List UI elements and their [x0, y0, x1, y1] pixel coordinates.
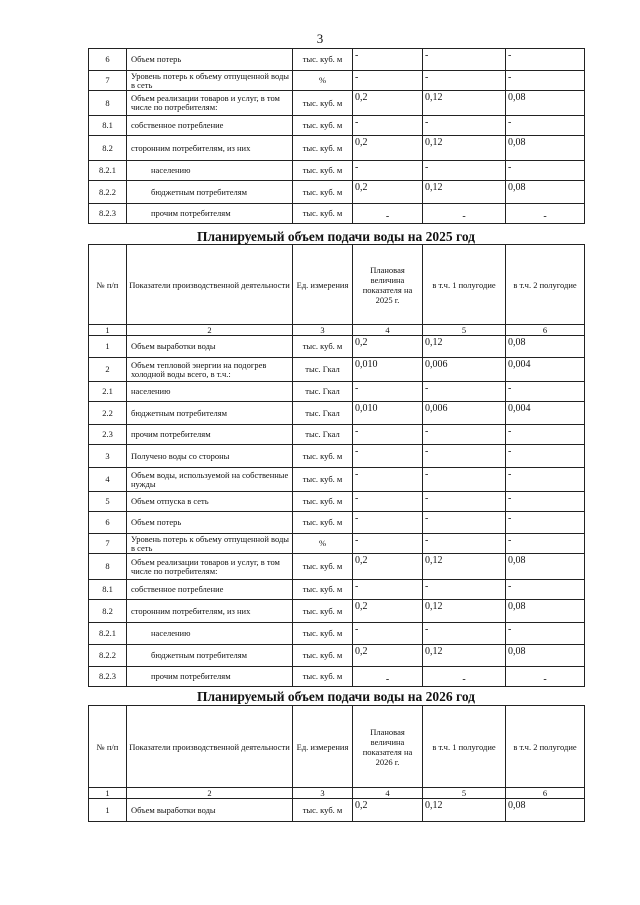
half1-value-cell: 0,12 [423, 799, 506, 822]
half1-value-cell: - [423, 623, 506, 645]
half2-value-cell: - [506, 512, 585, 534]
half2-value-cell: 0,08 [506, 91, 585, 116]
col-number-cell: 3 [293, 788, 353, 799]
table-header-row [89, 706, 585, 788]
indicator-cell: прочим потребителям [127, 204, 293, 224]
table-row [89, 623, 585, 645]
header-half1: в т.ч. 1 полугодие [423, 706, 506, 788]
indicator-cell: Объем выработки воды [127, 336, 293, 358]
plan-value-cell: - [353, 534, 423, 554]
row-number-cell: 7 [89, 71, 127, 91]
half1-value-cell: 0,12 [423, 336, 506, 358]
indicator-cell: Объем отпуска в сеть [127, 492, 293, 512]
row-number-cell: 8.2.3 [89, 204, 127, 224]
unit-cell: тыс. куб. м [293, 799, 353, 822]
unit-cell: тыс. куб. м [293, 600, 353, 623]
plan-value-cell: 0,2 [353, 181, 423, 204]
plan-value-cell: - [353, 667, 423, 687]
table-2024-continued [88, 48, 585, 224]
header-unit: Ед. измерения [293, 706, 353, 788]
plan-value-cell: 0,2 [353, 600, 423, 623]
row-number-cell: 2 [89, 358, 127, 382]
plan-value-cell: - [353, 425, 423, 445]
half1-value-cell: - [423, 116, 506, 136]
half2-value-cell: - [506, 623, 585, 645]
indicator-cell: Объем потерь [127, 512, 293, 534]
half2-value-cell: 0,08 [506, 554, 585, 580]
col-number-cell: 5 [423, 325, 506, 336]
half1-value-cell: 0,12 [423, 136, 506, 161]
half1-value-cell: - [423, 534, 506, 554]
row-number-cell: 8.2.1 [89, 161, 127, 181]
row-number-cell: 1 [89, 799, 127, 822]
half2-value-cell: - [506, 161, 585, 181]
header-unit: Ед. измерения [293, 245, 353, 325]
half2-value-cell: - [506, 667, 585, 687]
page-number: 3 [316, 31, 324, 46]
half1-value-cell: - [423, 49, 506, 71]
unit-cell: тыс. куб. м [293, 580, 353, 600]
row-number-cell: 8.1 [89, 580, 127, 600]
plan-value-cell: 0,010 [353, 358, 423, 382]
table-row [89, 425, 585, 445]
table-row [89, 580, 585, 600]
table-row [89, 402, 585, 425]
half2-value-cell: - [506, 382, 585, 402]
table-row [89, 600, 585, 623]
half1-value-cell: - [423, 445, 506, 468]
half1-value-cell: - [423, 512, 506, 534]
half1-value-cell: - [423, 468, 506, 492]
plan-value-cell: 0,2 [353, 91, 423, 116]
col-number-cell: 1 [89, 325, 127, 336]
unit-cell: тыс. куб. м [293, 49, 353, 71]
half1-value-cell: 0,12 [423, 600, 506, 623]
header-number: № п/п [89, 706, 127, 788]
half2-value-cell: 0,08 [506, 600, 585, 623]
table-row [89, 181, 585, 204]
half1-value-cell: 0,12 [423, 554, 506, 580]
col-number-cell: 5 [423, 788, 506, 799]
row-number-cell: 8.2.1 [89, 623, 127, 645]
unit-cell: тыс. куб. м [293, 445, 353, 468]
row-number-cell: 8.2.3 [89, 667, 127, 687]
table-row [89, 645, 585, 667]
plan-value-cell: - [353, 623, 423, 645]
plan-value-cell: - [353, 204, 423, 224]
indicator-cell: сторонним потребителям, из них [127, 136, 293, 161]
half2-value-cell: 0,08 [506, 645, 585, 667]
plan-value-cell: - [353, 512, 423, 534]
half1-value-cell: - [423, 71, 506, 91]
half1-value-cell: - [423, 204, 506, 224]
plan-value-cell: 0,2 [353, 799, 423, 822]
plan-value-cell: 0,2 [353, 645, 423, 667]
table-row [89, 161, 585, 181]
unit-cell: тыс. куб. м [293, 468, 353, 492]
half2-value-cell: - [506, 492, 585, 512]
table-header-row [89, 245, 585, 325]
unit-cell: тыс. Гкал [293, 425, 353, 445]
half1-value-cell: - [423, 667, 506, 687]
indicator-cell: населению [127, 623, 293, 645]
table-row [89, 382, 585, 402]
indicator-cell: Уровень потерь к объему отпущенной воды в сеть [127, 71, 293, 91]
half2-value-cell: 0,08 [506, 336, 585, 358]
col-number-cell: 1 [89, 788, 127, 799]
table-row [89, 534, 585, 554]
row-number-cell: 3 [89, 445, 127, 468]
plan-value-cell: 0,2 [353, 136, 423, 161]
section-title-2025: Планируемый объем подачи воды на 2025 год [196, 229, 476, 244]
unit-cell: тыс. куб. м [293, 667, 353, 687]
row-number-cell: 8.2 [89, 136, 127, 161]
plan-value-cell: 0,2 [353, 554, 423, 580]
col-number-cell: 3 [293, 325, 353, 336]
indicator-cell: Объем потерь [127, 49, 293, 71]
plan-value-cell: - [353, 116, 423, 136]
table-row [89, 336, 585, 358]
half1-value-cell: - [423, 580, 506, 600]
half2-value-cell: - [506, 425, 585, 445]
column-number-row [89, 788, 585, 799]
row-number-cell: 1 [89, 336, 127, 358]
header-plan: Плановая величина показателя на 2026 г. [353, 706, 423, 788]
row-number-cell: 6 [89, 49, 127, 71]
col-number-cell: 6 [506, 788, 585, 799]
half1-value-cell: - [423, 382, 506, 402]
unit-cell: тыс. куб. м [293, 492, 353, 512]
indicator-cell: собственное потребление [127, 116, 293, 136]
row-number-cell: 8.2 [89, 600, 127, 623]
table-row [89, 667, 585, 687]
indicator-cell: Получено воды со стороны [127, 445, 293, 468]
header-indicator: Показатели производственной деятельности [127, 706, 293, 788]
indicator-cell: населению [127, 382, 293, 402]
half2-value-cell: - [506, 116, 585, 136]
table-row [89, 116, 585, 136]
row-number-cell: 7 [89, 534, 127, 554]
indicator-cell: собственное потребление [127, 580, 293, 600]
half1-value-cell: - [423, 425, 506, 445]
table-row [89, 71, 585, 91]
indicator-cell: Объем реализации товаров и услуг, в том числе по потребителям: [127, 91, 293, 116]
row-number-cell: 8.2.2 [89, 645, 127, 667]
table-row [89, 358, 585, 382]
indicator-cell: Объем воды, используемой на собственные нужды [127, 468, 293, 492]
table-row [89, 204, 585, 224]
indicator-cell: Объем реализации товаров и услуг, в том числе по потребителям: [127, 554, 293, 580]
header-number: № п/п [89, 245, 127, 325]
indicator-cell: сторонним потребителям, из них [127, 600, 293, 623]
table-2026 [88, 705, 585, 822]
table-row [89, 468, 585, 492]
table-row [89, 492, 585, 512]
plan-value-cell: 0,010 [353, 402, 423, 425]
header-indicator: Показатели производственной деятельности [127, 245, 293, 325]
half2-value-cell: 0,004 [506, 358, 585, 382]
plan-value-cell: - [353, 468, 423, 492]
row-number-cell: 2.3 [89, 425, 127, 445]
table-row [89, 91, 585, 116]
unit-cell: тыс. Гкал [293, 402, 353, 425]
column-number-row [89, 325, 585, 336]
row-number-cell: 5 [89, 492, 127, 512]
plan-value-cell: - [353, 161, 423, 181]
unit-cell: тыс. куб. м [293, 336, 353, 358]
plan-value-cell: 0,2 [353, 336, 423, 358]
plan-value-cell: - [353, 71, 423, 91]
unit-cell: тыс. куб. м [293, 645, 353, 667]
half2-value-cell: - [506, 445, 585, 468]
unit-cell: тыс. Гкал [293, 358, 353, 382]
plan-value-cell: - [353, 49, 423, 71]
half1-value-cell: - [423, 492, 506, 512]
table-2025 [88, 244, 585, 687]
plan-value-cell: - [353, 492, 423, 512]
table-row [89, 799, 585, 822]
col-number-cell: 4 [353, 325, 423, 336]
half2-value-cell: - [506, 204, 585, 224]
col-number-cell: 2 [127, 325, 293, 336]
indicator-cell: бюджетным потребителям [127, 181, 293, 204]
unit-cell: тыс. куб. м [293, 623, 353, 645]
unit-cell: тыс. куб. м [293, 204, 353, 224]
unit-cell: % [293, 71, 353, 91]
header-plan: Плановая величина показателя на 2025 г. [353, 245, 423, 325]
half2-value-cell: - [506, 71, 585, 91]
half2-value-cell: - [506, 534, 585, 554]
row-number-cell: 4 [89, 468, 127, 492]
col-number-cell: 4 [353, 788, 423, 799]
half2-value-cell: - [506, 49, 585, 71]
half2-value-cell: - [506, 468, 585, 492]
half2-value-cell: - [506, 580, 585, 600]
half1-value-cell: 0,006 [423, 402, 506, 425]
half2-value-cell: 0,08 [506, 181, 585, 204]
half1-value-cell: - [423, 161, 506, 181]
half1-value-cell: 0,12 [423, 181, 506, 204]
header-half2: в т.ч. 2 полугодие [506, 706, 585, 788]
col-number-cell: 2 [127, 788, 293, 799]
unit-cell: тыс. куб. м [293, 181, 353, 204]
indicator-cell: Объем выработки воды [127, 799, 293, 822]
row-number-cell: 8 [89, 554, 127, 580]
unit-cell: тыс. куб. м [293, 161, 353, 181]
row-number-cell: 2.2 [89, 402, 127, 425]
indicator-cell: Объем тепловой энергии на подогрев холодной воды всего, в т.ч.: [127, 358, 293, 382]
indicator-cell: бюджетным потребителям [127, 645, 293, 667]
plan-value-cell: - [353, 382, 423, 402]
indicator-cell: прочим потребителям [127, 425, 293, 445]
table-row [89, 445, 585, 468]
table-row [89, 49, 585, 71]
indicator-cell: бюджетным потребителям [127, 402, 293, 425]
unit-cell: тыс. куб. м [293, 116, 353, 136]
plan-value-cell: - [353, 445, 423, 468]
half1-value-cell: 0,12 [423, 91, 506, 116]
unit-cell: % [293, 534, 353, 554]
table-row [89, 136, 585, 161]
unit-cell: тыс. куб. м [293, 512, 353, 534]
table-row [89, 554, 585, 580]
row-number-cell: 8.2.2 [89, 181, 127, 204]
half2-value-cell: 0,08 [506, 799, 585, 822]
header-half1: в т.ч. 1 полугодие [423, 245, 506, 325]
plan-value-cell: - [353, 580, 423, 600]
half1-value-cell: 0,006 [423, 358, 506, 382]
indicator-cell: населению [127, 161, 293, 181]
half2-value-cell: 0,004 [506, 402, 585, 425]
row-number-cell: 8.1 [89, 116, 127, 136]
row-number-cell: 8 [89, 91, 127, 116]
table-row [89, 512, 585, 534]
unit-cell: тыс. куб. м [293, 136, 353, 161]
unit-cell: тыс. куб. м [293, 554, 353, 580]
indicator-cell: Уровень потерь к объему отпущенной воды в сеть [127, 534, 293, 554]
section-title-2026: Планируемый объем подачи воды на 2026 год [196, 689, 476, 704]
col-number-cell: 6 [506, 325, 585, 336]
unit-cell: тыс. куб. м [293, 91, 353, 116]
half1-value-cell: 0,12 [423, 645, 506, 667]
row-number-cell: 6 [89, 512, 127, 534]
half2-value-cell: 0,08 [506, 136, 585, 161]
header-half2: в т.ч. 2 полугодие [506, 245, 585, 325]
row-number-cell: 2.1 [89, 382, 127, 402]
unit-cell: тыс. Гкал [293, 382, 353, 402]
indicator-cell: прочим потребителям [127, 667, 293, 687]
